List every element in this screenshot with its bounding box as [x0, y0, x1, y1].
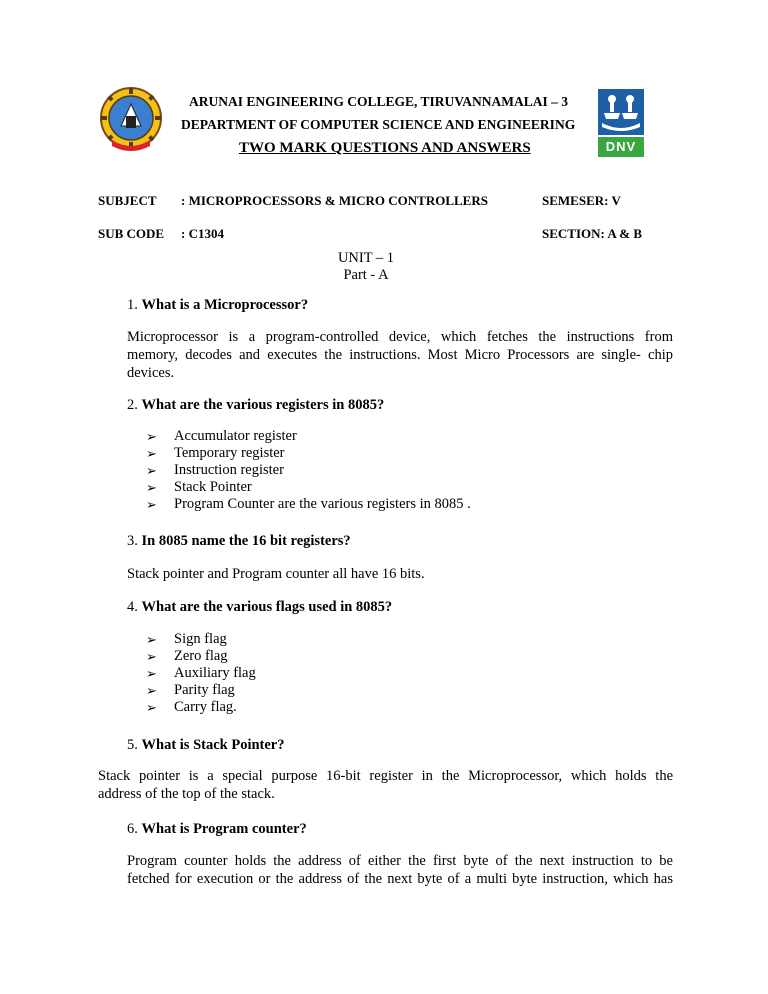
list-item: ➢ Program Counter are the various registers in 8085 .	[146, 496, 471, 512]
question-5	[127, 737, 284, 754]
answer-line: Stack pointer is a special purpose 16-bit register in the Microprocessor, which holds the	[98, 768, 673, 784]
list-item: ➢ Accumulator register	[146, 428, 297, 444]
arrow-bullet-icon: ➢	[146, 683, 157, 698]
answer-3	[127, 565, 673, 583]
list-item: ➢ Stack Pointer	[146, 479, 252, 495]
question-6	[127, 821, 307, 838]
registers-list	[146, 428, 471, 513]
document-title: TWO MARK QUESTIONS AND ANSWERS	[239, 140, 531, 156]
answer-5	[98, 767, 673, 803]
subject-label: SUBJECT	[98, 193, 157, 208]
question-text: What are the various flags used in 8085?	[141, 599, 393, 615]
question-1	[127, 297, 308, 314]
college-name: ARUNAI ENGINEERING COLLEGE, TIRUVANNAMALAI – 3	[189, 94, 569, 109]
list-item: ➢ Instruction register	[146, 462, 284, 478]
arrow-bullet-icon: ➢	[146, 446, 157, 461]
question-4	[127, 599, 392, 616]
department-name: DEPARTMENT OF COMPUTER SCIENCE AND ENGINEERING	[181, 117, 576, 132]
list-item: ➢ Auxiliary flag	[146, 665, 256, 681]
answer-line: devices.	[127, 365, 175, 381]
list-item: ➢ Zero flag	[146, 648, 228, 664]
unit-part: Part - A	[343, 267, 389, 283]
question-text: What is Stack Pointer?	[141, 737, 285, 753]
answer-line: Stack pointer and Program counter all have 16 bits.	[127, 566, 425, 582]
subcode-label: SUB CODE	[98, 226, 165, 241]
certification-logo-icon	[598, 89, 644, 135]
list-item: ➢ Carry flag.	[146, 699, 237, 715]
question-number: 1.	[127, 297, 138, 313]
list-item: ➢ Parity flag	[146, 682, 235, 698]
question-text: What is Program counter?	[141, 821, 307, 837]
answer-6	[127, 852, 673, 888]
question-2	[127, 397, 384, 414]
answer-line: fetched for execution or the address of the next byte of a multi byte instruction, which has	[127, 871, 673, 887]
arrow-bullet-icon: ➢	[146, 463, 157, 478]
arrow-bullet-icon: ➢	[146, 666, 157, 681]
question-number: 6.	[127, 821, 138, 837]
section: SECTION: A & B	[542, 226, 643, 241]
subject-value: : MICROPROCESSORS & MICRO CONTROLLERS	[181, 193, 488, 208]
question-number: 2.	[127, 397, 138, 413]
answer-line: address of the top of the stack.	[98, 786, 275, 802]
list-item: ➢ Sign flag	[146, 631, 227, 647]
question-text: What are the various registers in 8085?	[141, 397, 385, 413]
semester: SEMESER: V	[542, 193, 621, 208]
arrow-bullet-icon: ➢	[146, 632, 157, 647]
answer-line: Program counter holds the address of either the first byte of the next instruction to be	[127, 853, 673, 869]
question-text: What is a Microprocessor?	[141, 297, 309, 313]
arrow-bullet-icon: ➢	[146, 649, 157, 664]
arrow-bullet-icon: ➢	[146, 429, 157, 444]
subcode-value: : C1304	[181, 226, 224, 241]
unit-title: UNIT – 1	[337, 250, 395, 266]
question-number: 4.	[127, 599, 138, 615]
dnv-label: DNV	[598, 137, 644, 157]
arrow-bullet-icon: ➢	[146, 497, 157, 512]
question-number: 5.	[127, 737, 138, 753]
arrow-bullet-icon: ➢	[146, 480, 157, 495]
answer-line: memory, decodes and executes the instructions. Most Micro Processors are single- chip	[127, 347, 673, 363]
arrow-bullet-icon: ➢	[146, 700, 157, 715]
answer-1	[127, 328, 673, 382]
question-3	[127, 533, 351, 550]
flags-list	[146, 631, 256, 716]
list-item: ➢ Temporary register	[146, 445, 285, 461]
college-emblem-icon	[98, 86, 164, 154]
question-text: In 8085 name the 16 bit registers?	[141, 533, 351, 549]
answer-line: Microprocessor is a program-controlled device, which fetches the instructions from	[127, 329, 673, 345]
question-number: 3.	[127, 533, 138, 549]
